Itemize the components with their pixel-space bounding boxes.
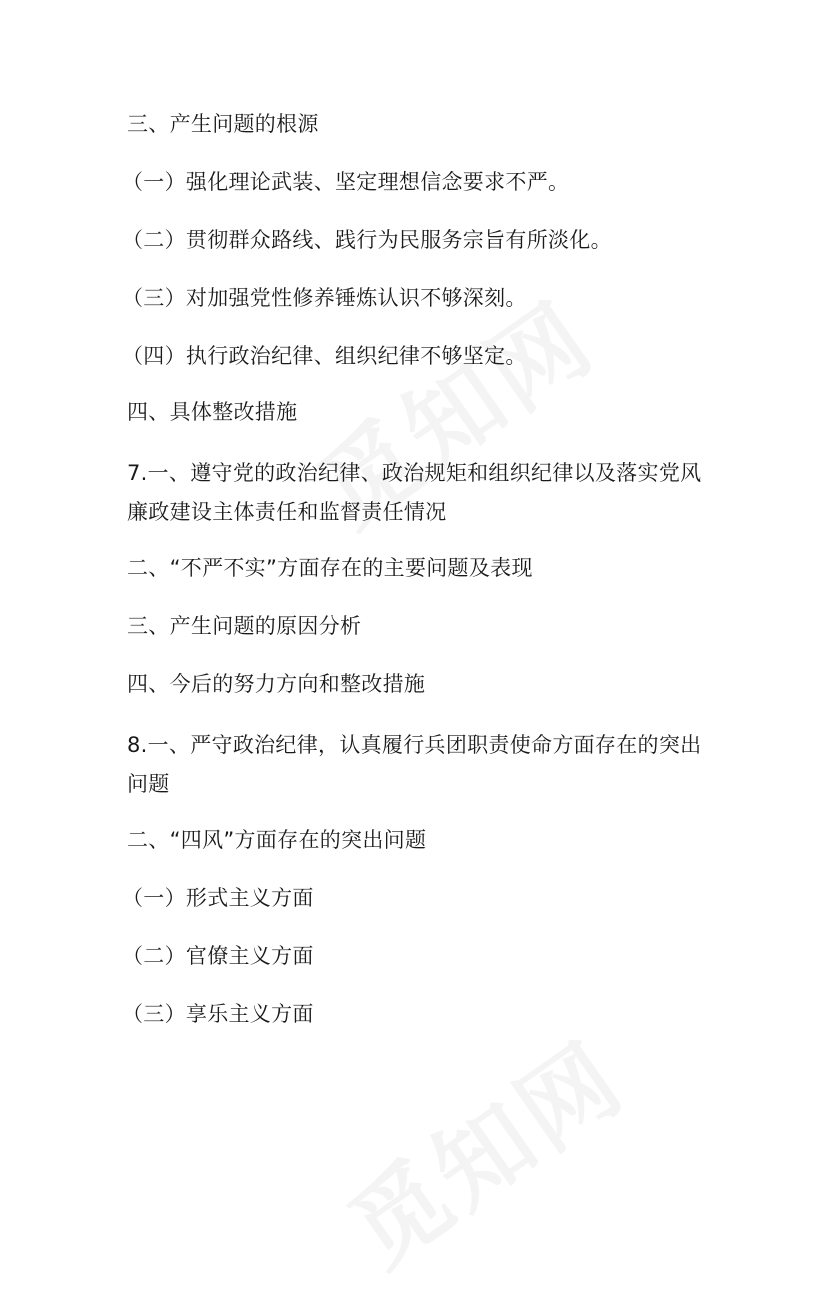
section-heading: 二、“四风”方面存在的突出问题	[127, 828, 427, 852]
numbered-heading: 7.一、遵守党的政治纪律、政治规矩和组织纪律以及落实党风廉政建设主体责任和监督责任情况	[127, 461, 702, 524]
list-item: （二）贯彻群众路线、践行为民服务宗旨有所淡化。	[122, 228, 612, 252]
list-item: （一）强化理论武装、坚定理想信念要求不严。	[122, 170, 570, 194]
list-item: （三）享乐主义方面	[122, 1002, 314, 1026]
section-heading: 二、“不严不实”方面存在的主要问题及表现	[127, 556, 533, 580]
numbered-heading: 8.一、严守政治纪律，认真履行兵团职责使命方面存在的突出问题	[127, 733, 702, 796]
list-item: （二）官僚主义方面	[122, 944, 314, 968]
section-heading: 三、产生问题的根源	[127, 112, 319, 136]
section-heading: 四、今后的努力方向和整改措施	[127, 672, 426, 696]
list-item: （四）执行政治纪律、组织纪律不够坚定。	[122, 344, 527, 368]
list-item: （一）形式主义方面	[122, 886, 314, 910]
watermark	[318, 1005, 647, 1292]
list-item: （三）对加强党性修养锤炼认识不够深刻。	[122, 286, 527, 310]
section-heading: 三、产生问题的原因分析	[127, 614, 362, 638]
section-heading: 四、具体整改措施	[127, 400, 298, 424]
